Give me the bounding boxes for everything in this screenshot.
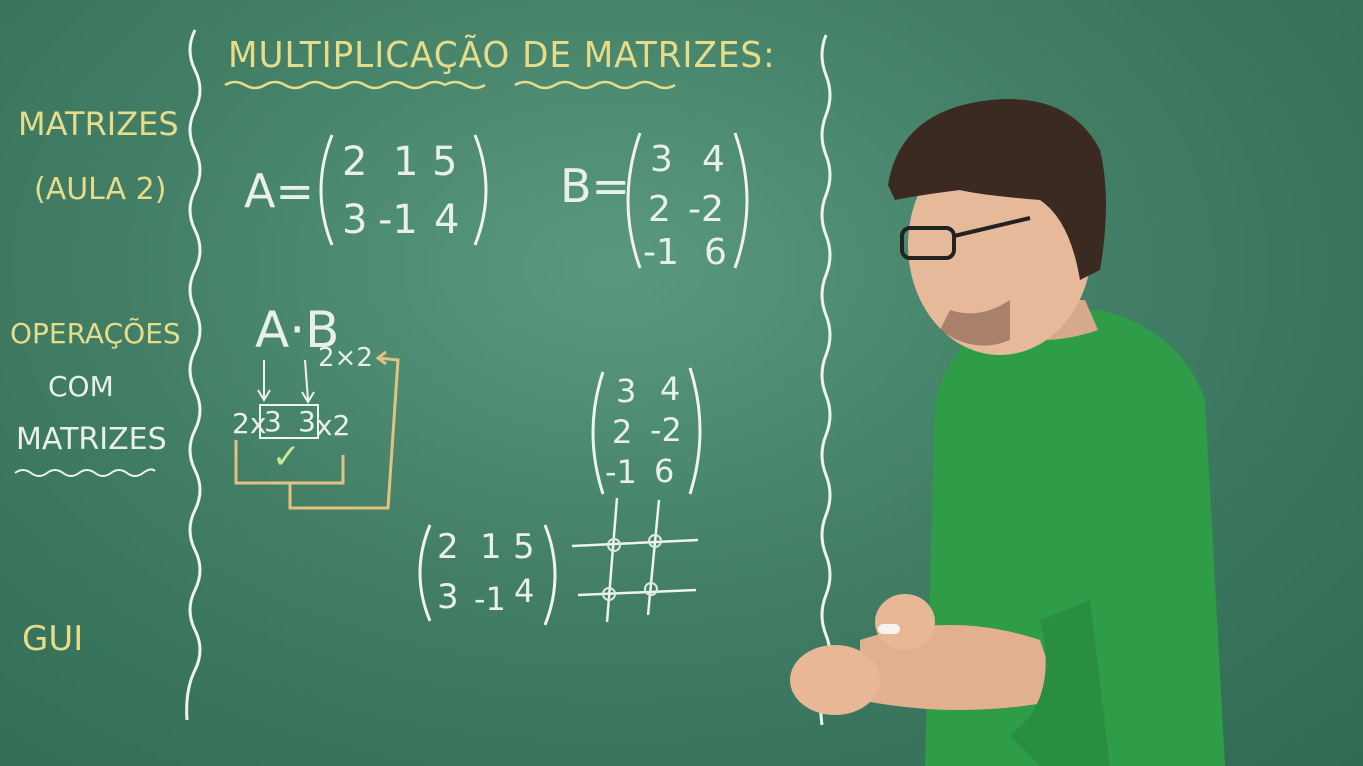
matrix-a-r2c1: 3: [342, 197, 368, 243]
matrix-a-left-bracket: [321, 135, 332, 245]
dim-left: 2x: [232, 407, 267, 440]
dim-mid-b: 3: [298, 405, 316, 438]
sidebar-subtopic-3: MATRIZES: [16, 422, 167, 457]
grid-a-r1c2: 1: [480, 527, 502, 567]
grid-b-r3c1: -1: [605, 453, 637, 491]
grid-a-r1c1: 2: [437, 527, 459, 567]
sidebar-lesson-number: (AULA 2): [34, 172, 167, 207]
product-expression: A·B: [255, 301, 340, 359]
grid-b-r3c2: 6: [654, 452, 675, 490]
grid-a-r2c3: 4: [514, 572, 535, 610]
grid-a-r1c3: 5: [513, 527, 535, 567]
author-signature: GUI: [22, 619, 84, 659]
product-result-dim: 2×2: [318, 343, 373, 373]
matrix-b-r3c1: -1: [643, 232, 679, 273]
matrix-b-r3c2: 6: [704, 232, 727, 273]
grid-b-r1c2: 4: [660, 370, 681, 408]
matrix-a-label: A=: [244, 164, 315, 218]
matrix-b-r1c1: 3: [650, 139, 673, 180]
grid-b-left-bracket: [593, 372, 603, 494]
arrow-b: [302, 360, 314, 402]
dim-right: x2: [316, 409, 351, 442]
product-grid: [572, 498, 698, 622]
grid-b-r1c1: 3: [616, 372, 637, 410]
grid-b-r2c1: 2: [612, 413, 633, 451]
sidebar-topic: MATRIZES: [18, 105, 179, 143]
matrix-a-r2c2: -1: [378, 197, 418, 243]
teacher: [790, 99, 1225, 766]
grid-a-left-bracket: [420, 525, 430, 621]
grid-a-right-bracket: [545, 525, 555, 625]
matrix-b-right-bracket: [735, 133, 747, 268]
grid-b-r2c2: -2: [650, 411, 682, 449]
arrow-a: [258, 360, 270, 400]
sidebar-subtopic-1: OPERAÇÕES: [10, 317, 181, 350]
sidebar-subtopic-2: COM: [48, 370, 114, 403]
matrix-b-r2c2: -2: [688, 189, 724, 230]
matrix-a-r2c3: 4: [434, 197, 460, 243]
matrix-b-r2c1: 2: [648, 189, 671, 230]
matrix-a-r1c2: 1: [393, 139, 419, 185]
grid-a-r2c1: 3: [437, 577, 459, 617]
sidebar-underline: [15, 469, 155, 476]
right-divider: [821, 35, 830, 725]
matrix-a-r1c3: 5: [432, 139, 458, 185]
grid-b-right-bracket: [690, 368, 700, 494]
matrix-b-r1c2: 4: [702, 139, 725, 180]
title-underline: [225, 82, 675, 88]
left-divider: [187, 30, 200, 720]
dim-mid-a: 3: [264, 405, 282, 438]
check-mark: ✓: [272, 437, 301, 477]
matrix-b-label: B=: [560, 159, 631, 213]
matrix-a-r1c1: 2: [342, 139, 368, 185]
matrix-a-right-bracket: [475, 135, 486, 245]
grid-a-r2c2: -1: [474, 580, 506, 618]
lesson-title: MULTIPLICAÇÃO DE MATRIZES:: [228, 35, 776, 76]
